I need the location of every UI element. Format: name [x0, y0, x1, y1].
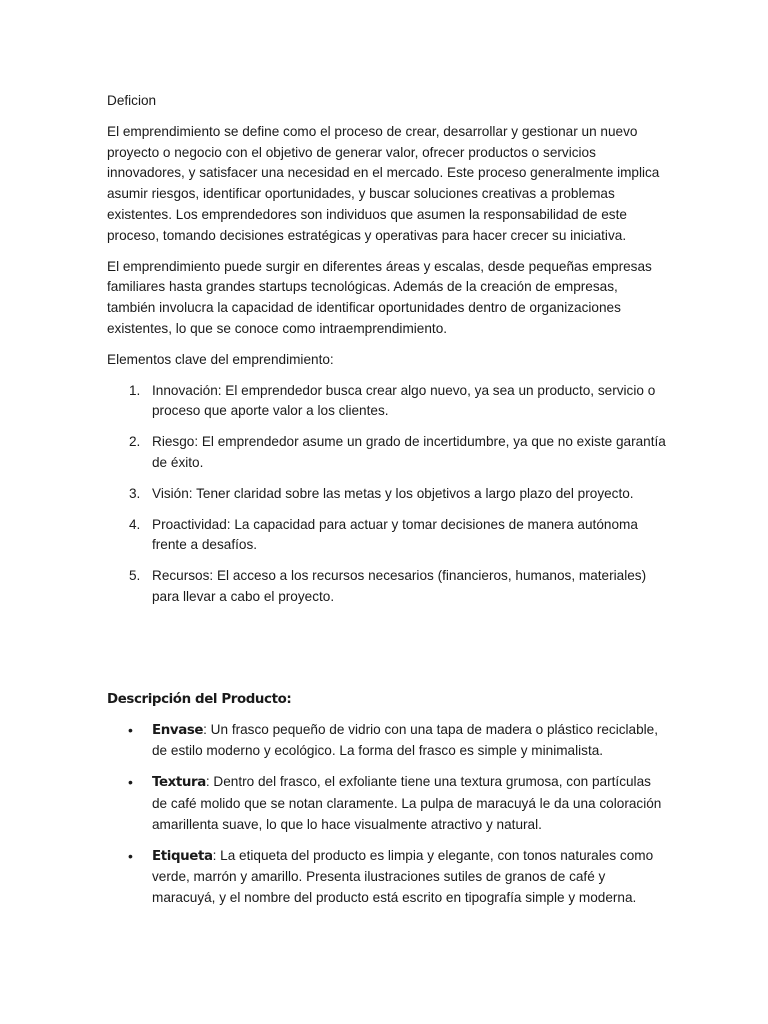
list-number: 5.	[129, 568, 141, 584]
list-number: 4.	[129, 516, 141, 532]
list-item-text: Riesgo: El emprendedor asume un grado de incertidumbre, ya que no existe garantía de éxito.	[152, 434, 666, 470]
product-term: Textura	[152, 775, 206, 791]
list-item	[107, 484, 667, 505]
product-description: : Dentro del frasco, el exfoliante tiene una textura grumosa, con partículas de café molido que se notan claramente. La pulpa de maracuyá le da una coloración amarillenta suave, lo que lo hace visualmente atractivo y natural.	[152, 774, 662, 832]
paragraph-scope: El emprendimiento puede surgir en diferentes áreas y escalas, desde pequeñas empresas familiares hasta grandes startups tecnológicas. Además de la creación de empresas, también involucra la capacidad de identificar oportunidades dentro de organizaciones existentes, lo que se conoce como intraemprendimiento.	[107, 258, 652, 336]
section-spacer	[107, 618, 667, 690]
list-item-text: Recursos: El acceso a los recursos necesarios (financieros, humanos, materiales) para llevar a cabo el proyecto.	[152, 568, 647, 604]
list-item	[107, 566, 667, 608]
product-section-title: Descripción del Producto:	[107, 691, 292, 707]
bullet-icon: •	[128, 721, 133, 738]
elements-intro: Elementos clave del emprendimiento:	[107, 351, 334, 367]
bullet-icon: •	[128, 774, 133, 791]
list-item	[107, 720, 667, 763]
document-page	[107, 91, 667, 919]
list-item-text: Innovación: El emprendedor busca crear algo nuevo, ya sea un producto, servicio o proceso que aporte valor a los clientes.	[152, 382, 656, 419]
bullet-icon: •	[128, 847, 133, 864]
list-item-text: Visión: Tener claridad sobre las metas y los objetivos a largo plazo del proyecto.	[152, 485, 634, 501]
list-number: 2.	[129, 434, 141, 450]
list-item	[107, 846, 667, 909]
product-term: Etiqueta	[152, 848, 213, 864]
elements-list	[107, 381, 667, 608]
list-item	[107, 432, 667, 474]
list-item	[107, 515, 667, 557]
document-heading: Deficion	[107, 93, 157, 108]
list-item-text: Proactividad: La capacidad para actuar y tomar decisiones de manera autónoma frente a desafíos.	[152, 516, 638, 553]
list-item	[107, 772, 667, 835]
list-number: 3.	[129, 485, 141, 501]
product-description: : Un frasco pequeño de vidrio con una tapa de madera o plástico reciclable, de estilo moderno y ecológico. La forma del frasco es simple y minimalista.	[152, 721, 659, 759]
product-list	[107, 720, 667, 909]
product-description: : La etiqueta del producto es limpia y elegante, con tonos naturales como verde, marrón y amarillo. Presenta ilustraciones sutiles de granos de café y maracuyá, y el nombre del producto está escrito en tipografía simple y moderna.	[152, 847, 654, 906]
list-number: 1.	[129, 382, 141, 398]
paragraph-definition: El emprendimiento se define como el proceso de crear, desarrollar y gestionar un nuevo proyecto o negocio con el objetivo de generar valor, ofrecer productos o servicios innovadores, y satisfacer una necesidad en el mercado. Este proceso generalmente implica asumir riesgos, identificar oportunidades, y buscar soluciones creativas a problemas existentes. Los emprendedores son individuos que asumen la responsabilidad de este proceso, tomando decisiones estratégicas y operativas para hacer crecer su iniciativa.	[107, 123, 660, 243]
product-term: Envase	[152, 722, 204, 738]
list-item	[107, 381, 667, 423]
